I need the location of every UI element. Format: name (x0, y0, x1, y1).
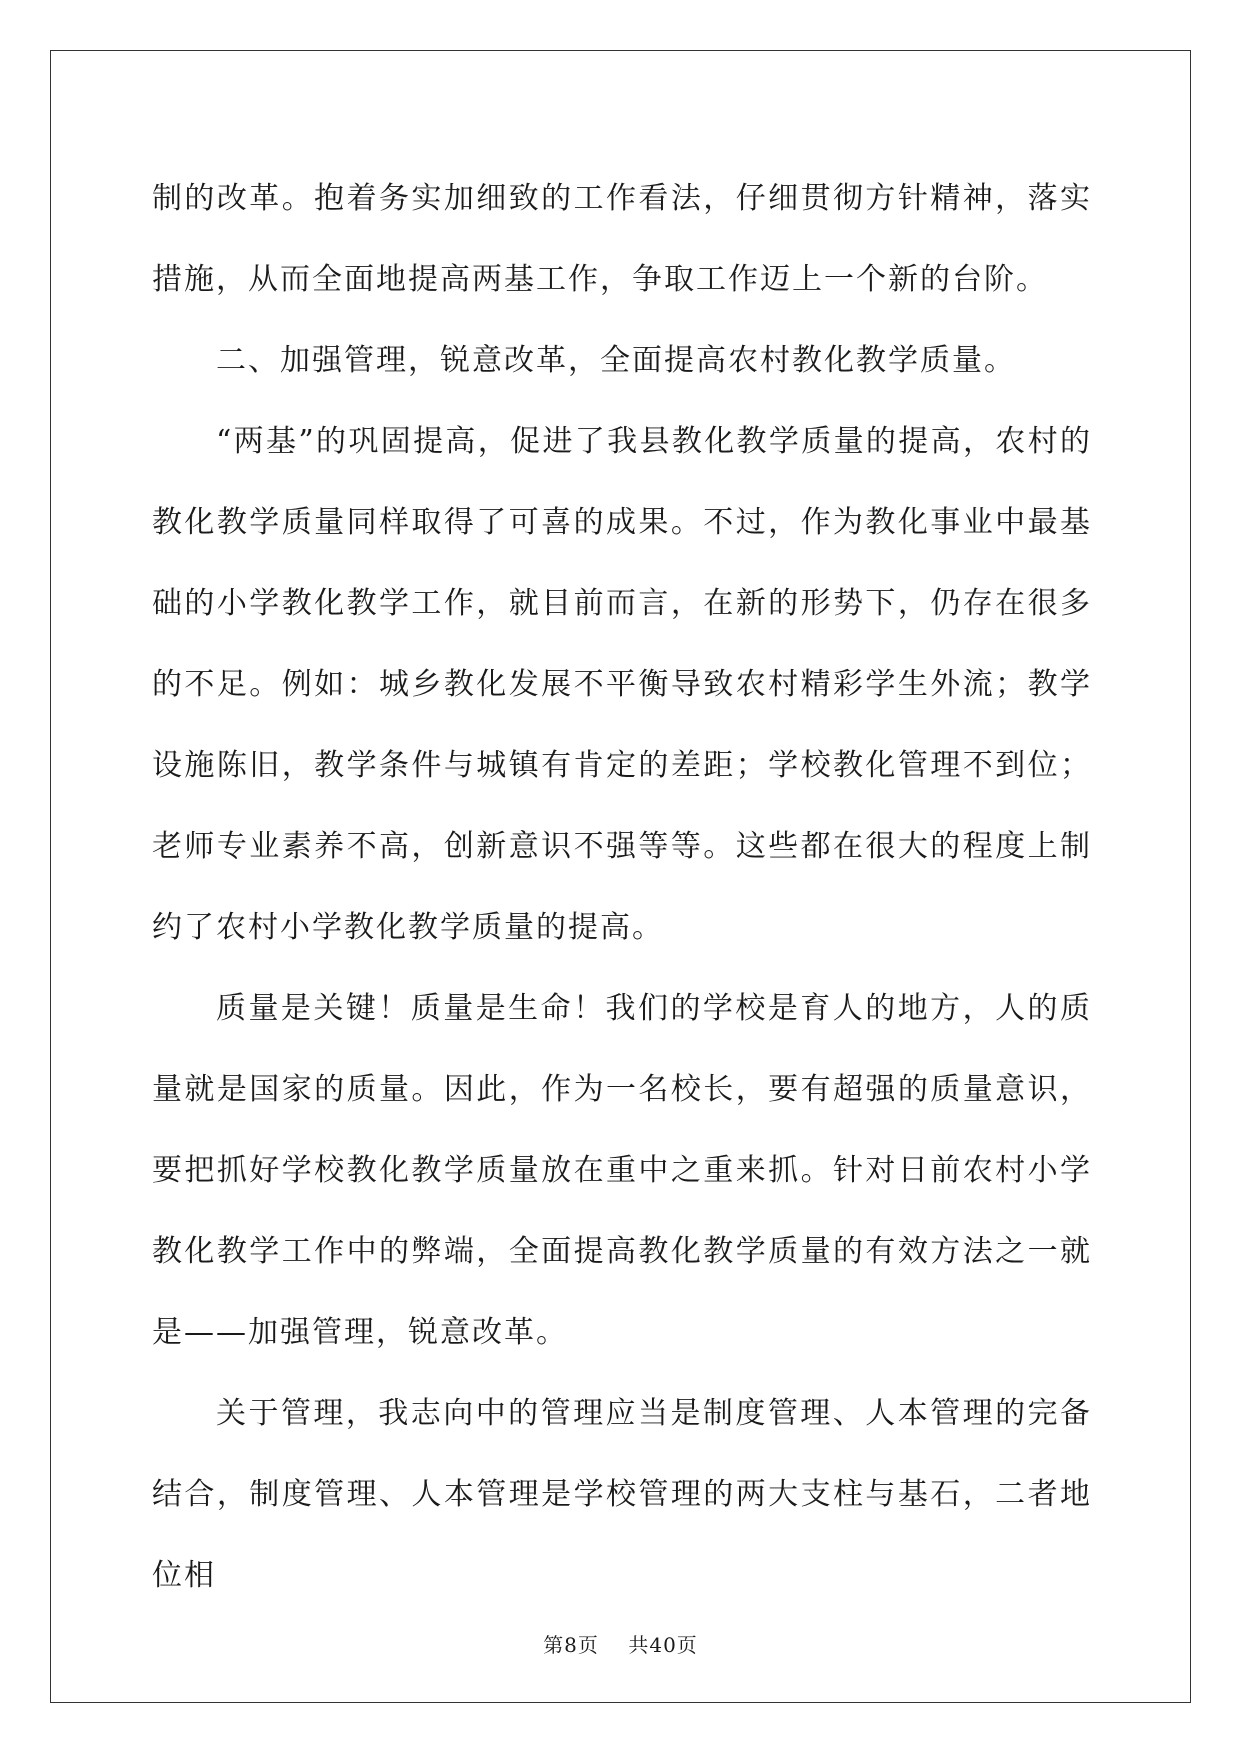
page-number: 第8页 (543, 1633, 599, 1657)
paragraph: “两基”的巩固提高，促进了我县教化教学质量的提高，农村的教化教学质量同样取得了可喜的成果。不过，作为教化事业中最基础的小学教化教学工作，就目前而言，在新的形势下，仍存在很多的不足。例如：城乡教化发展不平衡导致农村精彩学生外流；教学设施陈旧，教学条件与城镇有肯定的差距；学校教化管理不到位；老师专业素养不高，创新意识不强等等。这些都在很大的程度上制约了农村小学教化教学质量的提高。 (152, 424, 1092, 945)
section-heading: 二、加强管理，锐意改革，全面提高农村教化教学质量。 (216, 343, 1016, 378)
document-body (152, 158, 1092, 1616)
paragraph: 质量是关键！质量是生命！我们的学校是育人的地方，人的质量就是国家的质量。因此，作为一名校长，要有超强的质量意识，要把抓好学校教化教学质量放在重中之重来抓。针对日前农村小学教化教学工作中的弊端，全面提高教化教学质量的有效方法之一就是——加强管理，锐意改革。 (152, 991, 1092, 1350)
paragraph-continuation: 制的改革。抱着务实加细致的工作看法，仔细贯彻方针精神，落实措施，从而全面地提高两基工作，争取工作迈上一个新的台阶。 (152, 181, 1092, 297)
paragraph: 关于管理，我志向中的管理应当是制度管理、人本管理的完备结合，制度管理、人本管理是学校管理的两大支柱与基石，二者地位相 (152, 1396, 1092, 1593)
page-total: 共40页 (628, 1633, 698, 1657)
page-footer (0, 1631, 1241, 1659)
